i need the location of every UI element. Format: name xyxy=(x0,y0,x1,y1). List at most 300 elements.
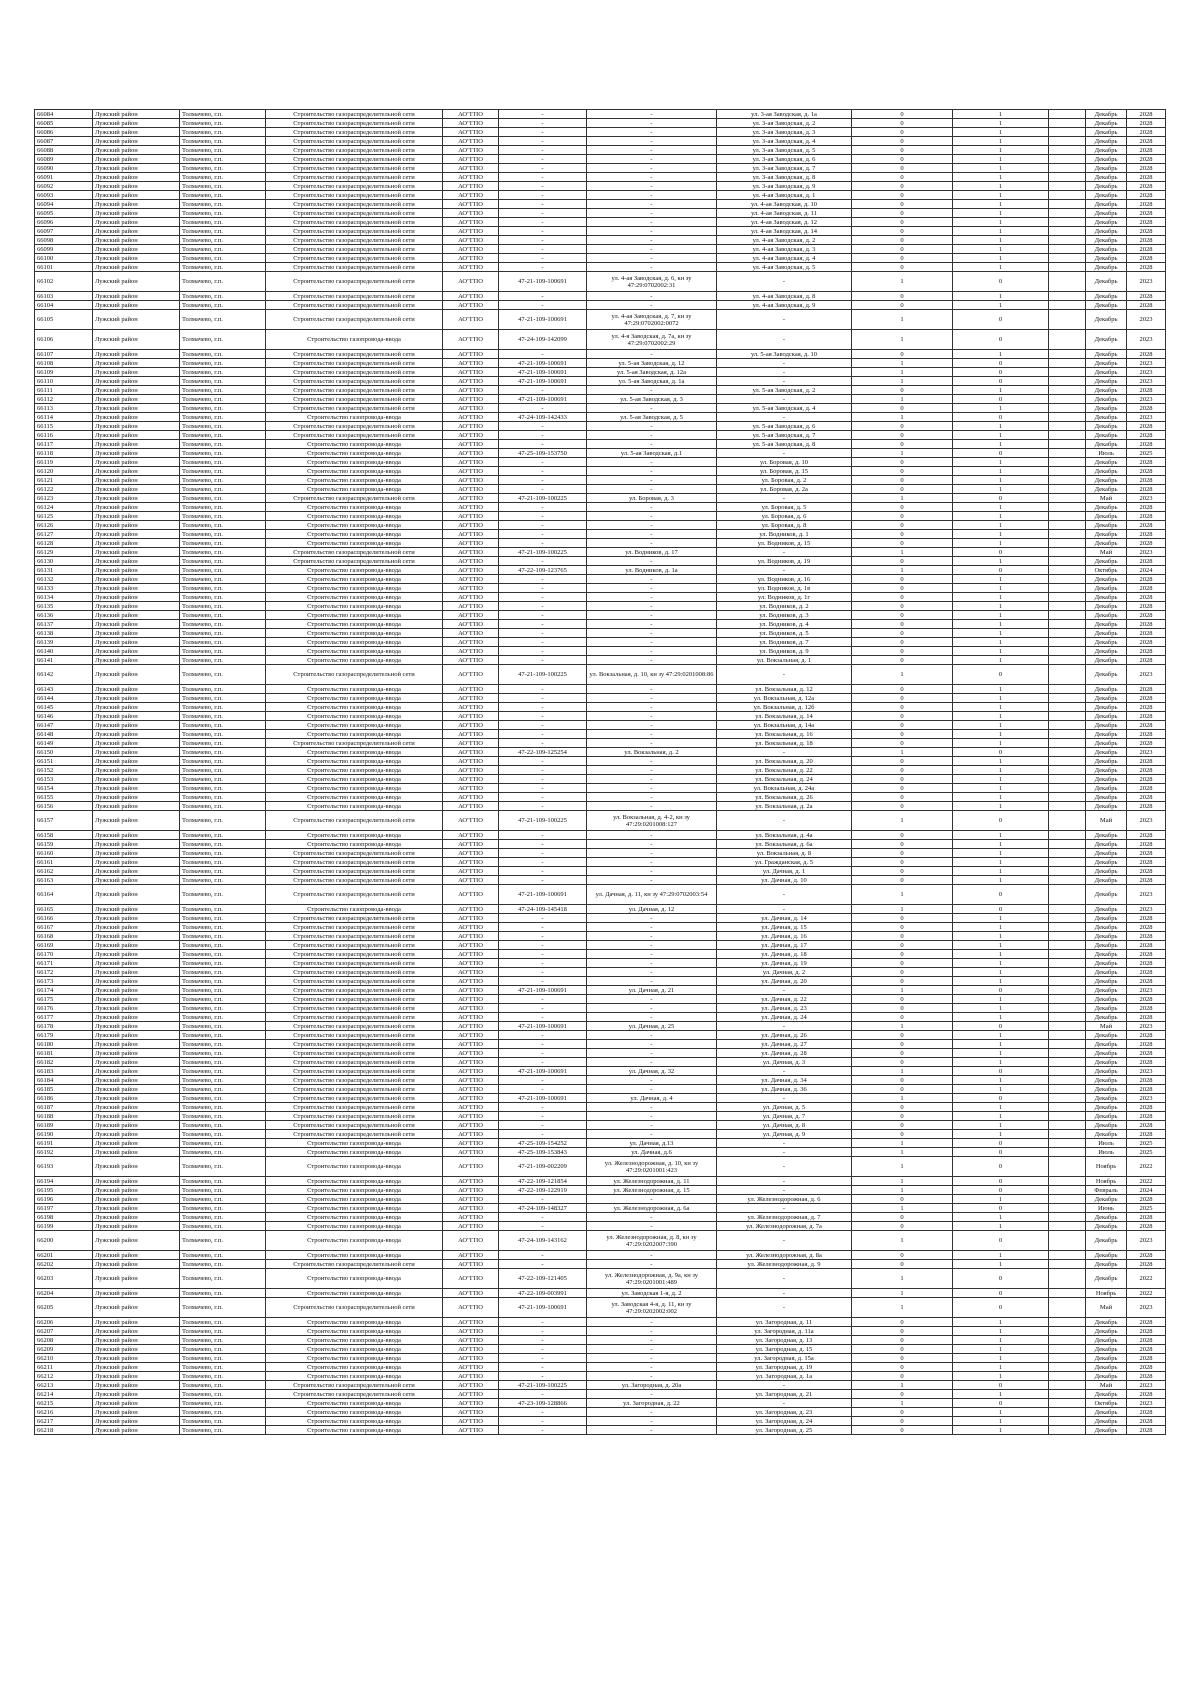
completion-year: 2028 xyxy=(1127,721,1166,730)
completion-month: Декабрь xyxy=(1086,1130,1127,1139)
empty-cell xyxy=(1049,503,1086,512)
completion-year: 2023 xyxy=(1127,885,1166,905)
organization: АО"ГПО xyxy=(443,155,499,164)
completion-year: 2023 xyxy=(1127,272,1166,292)
address-planned: - xyxy=(717,665,852,685)
address-applied: - xyxy=(587,1049,717,1058)
address-planned: ул. Вокзальная, д. 4а xyxy=(717,831,852,840)
address-planned: ул. Водников, д. 4 xyxy=(717,620,852,629)
count-applied: 1 xyxy=(852,494,953,503)
completion-year: 2028 xyxy=(1127,703,1166,712)
completion-month: Октябрь xyxy=(1086,566,1127,575)
count-planned: 1 xyxy=(953,840,1049,849)
settlement: Толмачево, г.п. xyxy=(180,1112,266,1121)
district: Лужский район xyxy=(93,128,180,137)
organization: АО"ГПО xyxy=(443,386,499,395)
work-type: Строительство газораспределительной сети xyxy=(266,1076,443,1085)
completion-month: Декабрь xyxy=(1086,476,1127,485)
count-applied: 1 xyxy=(852,310,953,330)
empty-cell xyxy=(1049,1040,1086,1049)
row-number: 66119 xyxy=(35,458,93,467)
count-planned: 1 xyxy=(953,146,1049,155)
empty-cell xyxy=(1049,530,1086,539)
completion-year: 2028 xyxy=(1127,575,1166,584)
table-row xyxy=(35,757,1166,766)
row-number: 66104 xyxy=(35,301,93,310)
address-planned: - xyxy=(717,1399,852,1408)
empty-cell xyxy=(1049,656,1086,665)
count-applied: 1 xyxy=(852,368,953,377)
organization: АО"ГПО xyxy=(443,395,499,404)
completion-month: Декабрь xyxy=(1086,1327,1127,1336)
application-number: - xyxy=(499,611,587,620)
row-number: 66105 xyxy=(35,310,93,330)
work-type: Строительство газопровода-ввода xyxy=(266,1213,443,1222)
settlement: Толмачево, г.п. xyxy=(180,440,266,449)
completion-year: 2028 xyxy=(1127,959,1166,968)
count-applied: 0 xyxy=(852,656,953,665)
settlement: Толмачево, г.п. xyxy=(180,368,266,377)
empty-cell xyxy=(1049,685,1086,694)
completion-month: Декабрь xyxy=(1086,1426,1127,1435)
completion-month: Декабрь xyxy=(1086,110,1127,119)
empty-cell xyxy=(1049,694,1086,703)
empty-cell xyxy=(1049,1381,1086,1390)
table-row xyxy=(35,1363,1166,1372)
address-applied: - xyxy=(587,404,717,413)
district: Лужский район xyxy=(93,748,180,757)
application-number: 47-21-109-002209 xyxy=(499,1157,587,1177)
organization: АО"ГПО xyxy=(443,310,499,330)
row-number: 66142 xyxy=(35,665,93,685)
address-planned: ул. 3-ая Заводская, д. 1а xyxy=(717,110,852,119)
work-type: Строительство газопровода-ввода xyxy=(266,1269,443,1289)
address-applied: ул. Дачная, д. 11, кн зу 47:29:0702003:54 xyxy=(587,885,717,905)
empty-cell xyxy=(1049,476,1086,485)
settlement: Толмачево, г.п. xyxy=(180,182,266,191)
address-applied: - xyxy=(587,557,717,566)
empty-cell xyxy=(1049,1031,1086,1040)
work-type: Строительство газораспределительной сети xyxy=(266,245,443,254)
empty-cell xyxy=(1049,548,1086,557)
district: Лужский район xyxy=(93,593,180,602)
completion-month: Декабрь xyxy=(1086,350,1127,359)
completion-year: 2028 xyxy=(1127,458,1166,467)
count-planned: 1 xyxy=(953,485,1049,494)
table-row xyxy=(35,766,1166,775)
application-number: - xyxy=(499,110,587,119)
settlement: Толмачево, г.п. xyxy=(180,227,266,236)
work-type: Строительство газопровода-ввода xyxy=(266,1399,443,1408)
settlement: Толмачево, г.п. xyxy=(180,128,266,137)
application-number: - xyxy=(499,1085,587,1094)
completion-month: Декабрь xyxy=(1086,941,1127,950)
table-row xyxy=(35,1298,1166,1318)
completion-month: Декабрь xyxy=(1086,310,1127,330)
empty-cell xyxy=(1049,1195,1086,1204)
district: Лужский район xyxy=(93,1363,180,1372)
work-type: Строительство газораспределительной сети xyxy=(266,1112,443,1121)
address-planned: - xyxy=(717,548,852,557)
row-number: 66165 xyxy=(35,905,93,914)
completion-year: 2028 xyxy=(1127,932,1166,941)
completion-year: 2028 xyxy=(1127,923,1166,932)
completion-year: 2028 xyxy=(1127,1058,1166,1067)
count-planned: 1 xyxy=(953,784,1049,793)
row-number: 66216 xyxy=(35,1408,93,1417)
district: Лужский район xyxy=(93,757,180,766)
work-type: Строительство газораспределительной сети xyxy=(266,182,443,191)
district: Лужский район xyxy=(93,766,180,775)
settlement: Толмачево, г.п. xyxy=(180,218,266,227)
organization: АО"ГПО xyxy=(443,656,499,665)
table-row xyxy=(35,775,1166,784)
completion-year: 2028 xyxy=(1127,1195,1166,1204)
count-applied: 0 xyxy=(852,923,953,932)
district: Лужский район xyxy=(93,1345,180,1354)
table-row xyxy=(35,1231,1166,1251)
table-row xyxy=(35,620,1166,629)
address-planned: ул. Дачная, д. 1 xyxy=(717,867,852,876)
table-row xyxy=(35,1177,1166,1186)
settlement: Толмачево, г.п. xyxy=(180,802,266,811)
address-planned: ул. 3-ая Заводская, д. 9 xyxy=(717,182,852,191)
completion-year: 2028 xyxy=(1127,128,1166,137)
empty-cell xyxy=(1049,1408,1086,1417)
application-number: - xyxy=(499,932,587,941)
empty-cell xyxy=(1049,377,1086,386)
count-applied: 0 xyxy=(852,1103,953,1112)
completion-month: Декабрь xyxy=(1086,164,1127,173)
address-applied: - xyxy=(587,1327,717,1336)
empty-cell xyxy=(1049,209,1086,218)
organization: АО"ГПО xyxy=(443,1327,499,1336)
count-applied: 0 xyxy=(852,1130,953,1139)
organization: АО"ГПО xyxy=(443,539,499,548)
completion-year: 2025 xyxy=(1127,449,1166,458)
address-applied: ул. Железнодорожная, д. 10, кн зу 47:29:0201001:423 xyxy=(587,1157,717,1177)
count-planned: 0 xyxy=(953,665,1049,685)
completion-month: Декабрь xyxy=(1086,1222,1127,1231)
row-number: 66185 xyxy=(35,1085,93,1094)
district: Лужский район xyxy=(93,914,180,923)
row-number: 66168 xyxy=(35,932,93,941)
work-type: Строительство газораспределительной сети xyxy=(266,1390,443,1399)
address-planned: ул. Загородная, д. 15 xyxy=(717,1345,852,1354)
district: Лужский район xyxy=(93,1013,180,1022)
table-row xyxy=(35,1390,1166,1399)
empty-cell xyxy=(1049,1336,1086,1345)
application-number: - xyxy=(499,521,587,530)
table-row xyxy=(35,1040,1166,1049)
completion-year: 2028 xyxy=(1127,350,1166,359)
table-row xyxy=(35,386,1166,395)
organization: АО"ГПО xyxy=(443,1121,499,1130)
address-planned: - xyxy=(717,986,852,995)
table-row xyxy=(35,941,1166,950)
completion-month: Декабрь xyxy=(1086,1112,1127,1121)
work-type: Строительство газораспределительной сети xyxy=(266,377,443,386)
completion-month: Декабрь xyxy=(1086,867,1127,876)
work-type: Строительство газораспределительной сети xyxy=(266,1260,443,1269)
count-applied: 0 xyxy=(852,530,953,539)
completion-year: 2028 xyxy=(1127,802,1166,811)
empty-cell xyxy=(1049,494,1086,503)
count-applied: 0 xyxy=(852,386,953,395)
address-planned: ул. 3-ая Заводская, д. 7 xyxy=(717,164,852,173)
work-type: Строительство газораспределительной сети xyxy=(266,254,443,263)
row-number: 66161 xyxy=(35,858,93,867)
settlement: Толмачево, г.п. xyxy=(180,467,266,476)
count-planned: 0 xyxy=(953,368,1049,377)
work-type: Строительство газопровода-ввода xyxy=(266,1354,443,1363)
count-applied: 0 xyxy=(852,440,953,449)
application-number: - xyxy=(499,1354,587,1363)
organization: АО"ГПО xyxy=(443,119,499,128)
completion-month: Декабрь xyxy=(1086,1390,1127,1399)
count-applied: 0 xyxy=(852,914,953,923)
table-row xyxy=(35,703,1166,712)
count-planned: 1 xyxy=(953,1336,1049,1345)
completion-month: Декабрь xyxy=(1086,1195,1127,1204)
address-planned: - xyxy=(717,359,852,368)
count-applied: 1 xyxy=(852,1269,953,1289)
address-planned: ул. Дачная, д. 5 xyxy=(717,1103,852,1112)
organization: АО"ГПО xyxy=(443,218,499,227)
work-type: Строительство газопровода-ввода xyxy=(266,413,443,422)
completion-month: Май xyxy=(1086,1298,1127,1318)
count-planned: 1 xyxy=(953,503,1049,512)
completion-year: 2023 xyxy=(1127,310,1166,330)
count-applied: 1 xyxy=(852,395,953,404)
count-planned: 1 xyxy=(953,849,1049,858)
count-planned: 1 xyxy=(953,1130,1049,1139)
completion-month: Декабрь xyxy=(1086,950,1127,959)
row-number: 66195 xyxy=(35,1186,93,1195)
application-number: 47-21-109-100225 xyxy=(499,1381,587,1390)
district: Лужский район xyxy=(93,368,180,377)
application-number: - xyxy=(499,575,587,584)
address-planned: ул. 5-ая Заводская, д. 2 xyxy=(717,386,852,395)
count-applied: 0 xyxy=(852,350,953,359)
count-applied: 0 xyxy=(852,766,953,775)
completion-month: Декабрь xyxy=(1086,1004,1127,1013)
table-row xyxy=(35,359,1166,368)
count-applied: 0 xyxy=(852,1408,953,1417)
count-applied: 0 xyxy=(852,620,953,629)
count-planned: 1 xyxy=(953,191,1049,200)
address-applied: ул. 5-ая Заводская, д. 1а xyxy=(587,377,717,386)
empty-cell xyxy=(1049,467,1086,476)
count-applied: 0 xyxy=(852,1336,953,1345)
count-applied: 0 xyxy=(852,721,953,730)
address-applied: - xyxy=(587,923,717,932)
address-planned: ул. Боровая, д. 2 xyxy=(717,476,852,485)
address-applied: ул. Дачная, д. 32 xyxy=(587,1067,717,1076)
address-applied: - xyxy=(587,173,717,182)
count-applied: 0 xyxy=(852,584,953,593)
address-applied: - xyxy=(587,155,717,164)
table-row xyxy=(35,811,1166,831)
completion-year: 2028 xyxy=(1127,110,1166,119)
count-planned: 0 xyxy=(953,310,1049,330)
district: Лужский район xyxy=(93,254,180,263)
organization: АО"ГПО xyxy=(443,173,499,182)
district: Лужский район xyxy=(93,548,180,557)
application-number: - xyxy=(499,191,587,200)
row-number: 66163 xyxy=(35,876,93,885)
completion-month: Декабрь xyxy=(1086,236,1127,245)
count-planned: 1 xyxy=(953,1327,1049,1336)
empty-cell xyxy=(1049,301,1086,310)
completion-year: 2028 xyxy=(1127,849,1166,858)
completion-year: 2028 xyxy=(1127,1408,1166,1417)
district: Лужский район xyxy=(93,449,180,458)
settlement: Толмачево, г.п. xyxy=(180,1345,266,1354)
settlement: Толмачево, г.п. xyxy=(180,330,266,350)
settlement: Толмачево, г.п. xyxy=(180,757,266,766)
completion-year: 2028 xyxy=(1127,867,1166,876)
district: Лужский район xyxy=(93,620,180,629)
address-planned: ул. Дачная, д. 10 xyxy=(717,876,852,885)
empty-cell xyxy=(1049,1318,1086,1327)
empty-cell xyxy=(1049,1177,1086,1186)
address-planned: ул. Водников, д. 19 xyxy=(717,557,852,566)
empty-cell xyxy=(1049,941,1086,950)
district: Лужский район xyxy=(93,995,180,1004)
address-planned: - xyxy=(717,395,852,404)
district: Лужский район xyxy=(93,467,180,476)
organization: АО"ГПО xyxy=(443,431,499,440)
row-number: 66193 xyxy=(35,1157,93,1177)
empty-cell xyxy=(1049,272,1086,292)
empty-cell xyxy=(1049,620,1086,629)
organization: АО"ГПО xyxy=(443,923,499,932)
row-number: 66086 xyxy=(35,128,93,137)
row-number: 66213 xyxy=(35,1381,93,1390)
application-number: - xyxy=(499,739,587,748)
completion-year: 2028 xyxy=(1127,784,1166,793)
settlement: Толмачево, г.п. xyxy=(180,959,266,968)
application-number: - xyxy=(499,656,587,665)
table-row xyxy=(35,665,1166,685)
count-applied: 0 xyxy=(852,593,953,602)
application-number: - xyxy=(499,404,587,413)
address-planned: - xyxy=(717,566,852,575)
address-applied: ул. Водников, д. 1а xyxy=(587,566,717,575)
count-applied: 0 xyxy=(852,476,953,485)
empty-cell xyxy=(1049,137,1086,146)
application-number: - xyxy=(499,1260,587,1269)
work-type: Строительство газопровода-ввода xyxy=(266,638,443,647)
organization: АО"ГПО xyxy=(443,811,499,831)
work-type: Строительство газопровода-ввода xyxy=(266,1195,443,1204)
completion-month: Декабрь xyxy=(1086,1085,1127,1094)
application-number: 47-25-109-154252 xyxy=(499,1139,587,1148)
table-row xyxy=(35,1049,1166,1058)
district: Лужский район xyxy=(93,986,180,995)
settlement: Толмачево, г.п. xyxy=(180,413,266,422)
address-planned: ул. Дачная, д. 23 xyxy=(717,1004,852,1013)
district: Лужский район xyxy=(93,1408,180,1417)
work-type: Строительство газораспределительной сети xyxy=(266,431,443,440)
row-number: 66180 xyxy=(35,1040,93,1049)
count-applied: 0 xyxy=(852,146,953,155)
completion-month: Декабрь xyxy=(1086,620,1127,629)
completion-month: Декабрь xyxy=(1086,602,1127,611)
count-applied: 0 xyxy=(852,968,953,977)
completion-year: 2023 xyxy=(1127,395,1166,404)
completion-month: Декабрь xyxy=(1086,1363,1127,1372)
address-applied: ул. Водников, д. 17 xyxy=(587,548,717,557)
completion-year: 2028 xyxy=(1127,629,1166,638)
district: Лужский район xyxy=(93,173,180,182)
address-planned: ул. Водников, д. 1в xyxy=(717,584,852,593)
count-applied: 1 xyxy=(852,986,953,995)
address-planned: ул. Дачная, д. 17 xyxy=(717,941,852,950)
row-number: 66114 xyxy=(35,413,93,422)
count-applied: 0 xyxy=(852,1085,953,1094)
count-applied: 0 xyxy=(852,694,953,703)
organization: АО"ГПО xyxy=(443,932,499,941)
address-applied: - xyxy=(587,932,717,941)
district: Лужский район xyxy=(93,404,180,413)
address-planned: ул. Водников, д. 3 xyxy=(717,611,852,620)
count-applied: 0 xyxy=(852,1345,953,1354)
district: Лужский район xyxy=(93,703,180,712)
completion-month: Июль xyxy=(1086,449,1127,458)
settlement: Толмачево, г.п. xyxy=(180,512,266,521)
application-number: - xyxy=(499,155,587,164)
completion-month: Декабрь xyxy=(1086,173,1127,182)
address-applied: - xyxy=(587,766,717,775)
settlement: Толмачево, г.п. xyxy=(180,1327,266,1336)
completion-year: 2028 xyxy=(1127,620,1166,629)
table-row xyxy=(35,350,1166,359)
organization: АО"ГПО xyxy=(443,840,499,849)
organization: АО"ГПО xyxy=(443,227,499,236)
count-planned: 1 xyxy=(953,802,1049,811)
row-number: 66084 xyxy=(35,110,93,119)
settlement: Толмачево, г.п. xyxy=(180,548,266,557)
organization: АО"ГПО xyxy=(443,413,499,422)
district: Лужский район xyxy=(93,422,180,431)
count-applied: 0 xyxy=(852,200,953,209)
count-planned: 0 xyxy=(953,811,1049,831)
district: Лужский район xyxy=(93,146,180,155)
work-type: Строительство газораспределительной сети xyxy=(266,350,443,359)
organization: АО"ГПО xyxy=(443,164,499,173)
settlement: Толмачево, г.п. xyxy=(180,721,266,730)
empty-cell xyxy=(1049,593,1086,602)
settlement: Толмачево, г.п. xyxy=(180,530,266,539)
empty-cell xyxy=(1049,730,1086,739)
address-planned: - xyxy=(717,272,852,292)
district: Лужский район xyxy=(93,413,180,422)
count-applied: 1 xyxy=(852,1157,953,1177)
organization: АО"ГПО xyxy=(443,1094,499,1103)
address-planned: - xyxy=(717,1204,852,1213)
address-planned: ул. Дачная, д. 20 xyxy=(717,977,852,986)
count-applied: 0 xyxy=(852,119,953,128)
table-row xyxy=(35,784,1166,793)
completion-year: 2023 xyxy=(1127,330,1166,350)
completion-month: Декабрь xyxy=(1086,665,1127,685)
count-applied: 0 xyxy=(852,1260,953,1269)
application-number: - xyxy=(499,1013,587,1022)
empty-cell xyxy=(1049,739,1086,748)
organization: АО"ГПО xyxy=(443,449,499,458)
